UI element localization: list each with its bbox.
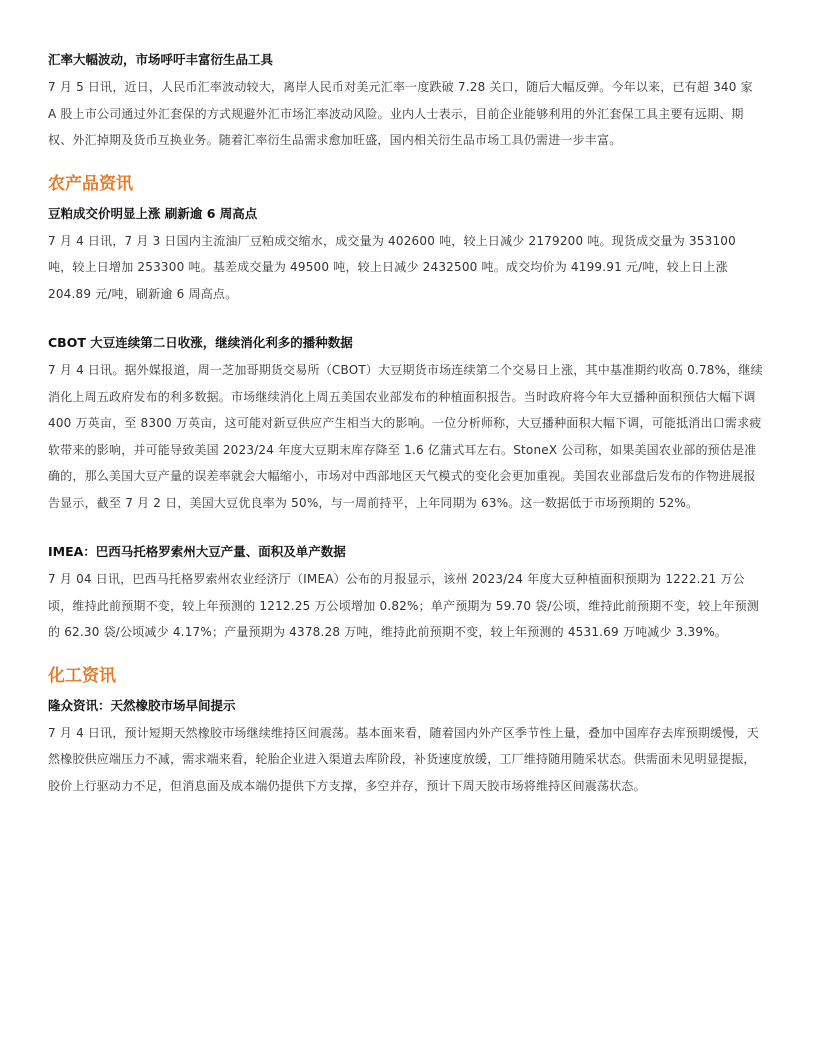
document-page — [48, 50, 764, 799]
section-heading-agri: 农产品资讯 — [48, 173, 133, 194]
article-imea — [48, 542, 764, 646]
article-body: 7 月 04 日讯，巴西马托格罗索州农业经济厅（IMEA）公布的月报显示，该州 2023/24 年度大豆种植面积预期为 1222.21 万公顷，维持此前预期不变，较上年预测的 1212.25 万公顷增加 0.82%；单产预期为 59.70 袋/公顷，维持此前预期不变，较上年预测的 62.30 袋/公顷减少 4.17%；产量预期为 4378.28 万吨，维持此前预期不变，较上年预测的 4531.69 万吨减少 3.39%。 — [48, 572, 760, 639]
article-body: 7 月 4 日讯，7 月 3 日国内主流油厂豆粕成交缩水，成交量为 402600 吨，较上日减少 2179200 吨。现货成交量为 353100 吨，较上日增加 253300 吨。基差成交量为 49500 吨，较上日减少 2432500 吨。成交均价为 4199.91 元/吨，较上日上涨 204.89 元/吨，刷新逾 6 周高点。 — [48, 233, 736, 301]
article-fx — [48, 50, 764, 154]
article-title: 汇率大幅波动，市场呼吁丰富衍生品工具 — [48, 52, 274, 67]
article-cbot — [48, 333, 764, 516]
article-body: 7 月 4 日讯。据外媒报道，周一芝加哥期货交易所（CBOT）大豆期货市场连续第二个交易日上涨，其中基准期约收高 0.78%，继续消化上周五政府发布的利多数据。市场继续消化上周五美国农业部发布的种植面积报告。当时政府将今年大豆播种面积预估大幅下调 400 万英亩，至 8300 万英亩，这可能对新豆供应产生相当大的影响。一位分析师称，大豆播种面积大幅下调，可能抵消出口需求疲软带来的影响，并可能导致美国 2023/24 年度大豆期末库存降至 1.6 亿蒲式耳左右。StoneX 公司称，如果美国农业部的预估是准确的，那么美国大豆产量的误差率就会大幅缩小，市场对中西部地区天气模式的变化会更加重视。美国农业部盘后发布的作物进展报告显示，截至 7 月 2 日，美国大豆优良率为 50%，与一周前持平，上年同期为 63%。这一数据低于市场预期的 52%。 — [48, 363, 763, 510]
article-title: 豆粕成交价明显上涨 刷新逾 6 周高点 — [48, 205, 258, 221]
article-body: 7 月 5 日讯，近日，人民币汇率波动较大，离岸人民币对美元汇率一度跌破 7.28 关口，随后大幅反弹。今年以来，已有超 340 家 A 股上市公司通过外汇套保的方式规避外汇市场汇率波动风险。业内人士表示，目前企业能够利用的外汇套保工具主要有远期、期权、外汇掉期及货币互换业务。随着汇率衍生品需求愈加旺盛，国内相关衍生品市场工具仍需进一步丰富。 — [48, 80, 753, 147]
article-body: 7 月 4 日讯，预计短期天然橡胶市场继续维持区间震荡。基本面来看，随着国内外产区季节性上量，叠加中国库存去库预期缓慢，天然橡胶供应端压力不减，需求端来看，轮胎企业进入渠道去库阶段，补货速度放缓，工厂维持随用随采状态。供需面未见明显提振，胶价上行驱动力不足，但消息面及成本端仍提供下方支撑，多空并存，预计下周天胶市场将维持区间震荡状态。 — [48, 725, 759, 793]
section-agri — [48, 172, 764, 646]
article-title: 隆众资讯：天然橡胶市场早间提示 — [48, 697, 236, 713]
article-title: IMEA：巴西马托格罗索州大豆产量、面积及单产数据 — [48, 544, 346, 559]
article-soymeal — [48, 204, 764, 308]
section-heading-chem: 化工资讯 — [48, 665, 116, 686]
section-chem — [48, 664, 764, 800]
article-rubber — [48, 696, 764, 800]
article-title: CBOT 大豆连续第二日收涨，继续消化利多的播种数据 — [48, 335, 353, 350]
